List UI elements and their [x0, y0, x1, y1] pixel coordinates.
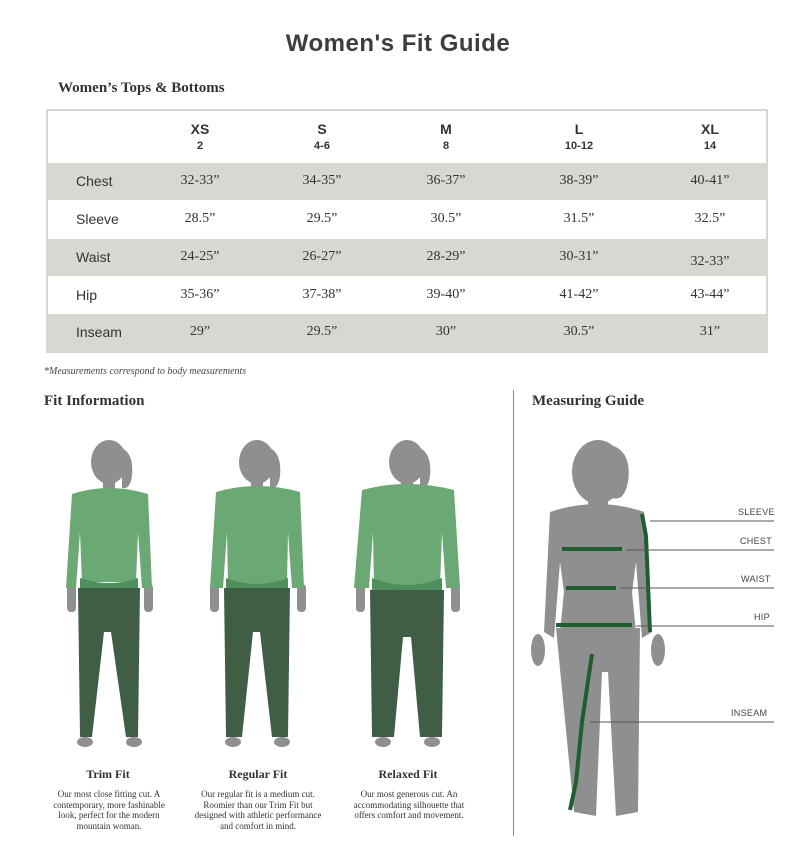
page-title: Women's Fit Guide: [285, 30, 511, 57]
relaxed-pants: [370, 590, 444, 737]
size-number: 10-12: [564, 140, 594, 152]
size-number: 4-6: [314, 140, 330, 152]
regular-fit-name: Regular Fit: [228, 767, 288, 781]
table-cell: 35-36”: [180, 287, 220, 302]
size-col-l: [539, 121, 619, 152]
table-cell: 39-40”: [426, 287, 466, 302]
top-garment: [66, 488, 152, 588]
table-row-chest: [48, 163, 766, 200]
measuring-guide-figure: [520, 432, 780, 832]
section-divider: [513, 390, 514, 836]
size-label: S: [317, 121, 327, 137]
size-number: 8: [442, 140, 450, 152]
table-cell: 31”: [699, 324, 721, 339]
top-garment: [210, 486, 304, 588]
measuring-guide-heading: Measuring Guide: [532, 393, 645, 409]
trim-fit-name: Trim Fit: [86, 767, 130, 781]
table-cell: 37-38”: [302, 287, 342, 302]
table-cell: 26-27”: [302, 249, 342, 264]
relaxed-fit-figure: [350, 432, 470, 752]
table-cell: 43-44”: [690, 287, 730, 302]
row-label: Inseam: [76, 324, 122, 340]
table-cell: 36-37”: [426, 173, 466, 188]
size-col-xs: [160, 121, 240, 152]
size-label: XL: [701, 121, 719, 137]
relaxed-fit-description: Our most generous cut. An accommodating silhouette that offers comfort and movement.: [353, 789, 465, 820]
trim-pants: [78, 588, 140, 737]
table-cell: 29.5”: [306, 211, 338, 226]
table-cell: 32-33”: [690, 254, 730, 269]
chest-label: CHEST: [740, 536, 773, 546]
size-table-header: [48, 111, 766, 163]
table-row-sleeve: [48, 201, 766, 238]
table-cell: 30.5”: [563, 324, 595, 339]
row-label: Waist: [76, 249, 111, 265]
size-label: XS: [190, 121, 210, 137]
inseam-label: INSEAM: [731, 708, 768, 718]
table-cell: 34-35”: [302, 173, 342, 188]
table-cell: 30-31”: [559, 249, 599, 264]
table-cell: 32-33”: [180, 173, 220, 188]
table-cell: 30”: [435, 324, 457, 339]
size-number: 14: [703, 140, 717, 152]
table-cell: 41-42”: [559, 287, 599, 302]
size-number: 2: [196, 140, 204, 152]
size-col-s: [282, 121, 362, 152]
table-row-hip: [48, 277, 766, 314]
size-label: M: [440, 121, 452, 137]
table-cell: 29”: [189, 324, 211, 339]
size-label: L: [574, 121, 584, 137]
back-silhouette: [531, 440, 665, 816]
row-label: Chest: [76, 173, 113, 189]
hip-label: HIP: [754, 612, 770, 622]
sleeve-label: SLEEVE: [738, 507, 775, 517]
footnote: *Measurements correspond to body measurements: [44, 366, 247, 377]
regular-pants: [224, 588, 290, 737]
table-cell: 28.5”: [184, 211, 216, 226]
tops-bottoms-heading: Women’s Tops & Bottoms: [58, 80, 225, 96]
size-col-m: [406, 121, 486, 152]
table-cell: 24-25”: [180, 249, 220, 264]
regular-fit-description: Our regular fit is a medium cut. Roomier than our Trim Fit but designed with athletic performance and comfort in mind.: [194, 789, 322, 831]
fit-information-heading: Fit Information: [44, 393, 145, 409]
table-cell: 29.5”: [306, 324, 338, 339]
size-table: [46, 109, 768, 353]
row-label: Hip: [76, 287, 98, 303]
relaxed-fit-name: Relaxed Fit: [378, 767, 438, 781]
table-row-inseam: [48, 314, 766, 351]
table-cell: 32.5”: [694, 211, 726, 226]
table-cell: 28-29”: [426, 249, 466, 264]
top-garment: [354, 484, 460, 588]
regular-fit-figure: [200, 432, 320, 752]
trim-fit-figure: [52, 432, 172, 752]
size-col-xl: [670, 121, 750, 152]
table-row-waist: [48, 239, 766, 276]
waist-label: WAIST: [741, 574, 771, 584]
trim-fit-description: Our most close fitting cut. A contemporary, more fashinable look, perfect for the modern mountain woman.: [53, 789, 165, 831]
table-cell: 31.5”: [563, 211, 595, 226]
row-label: Sleeve: [76, 211, 119, 227]
table-cell: 38-39”: [559, 173, 599, 188]
table-cell: 30.5”: [430, 211, 462, 226]
table-cell: 40-41”: [690, 173, 730, 188]
